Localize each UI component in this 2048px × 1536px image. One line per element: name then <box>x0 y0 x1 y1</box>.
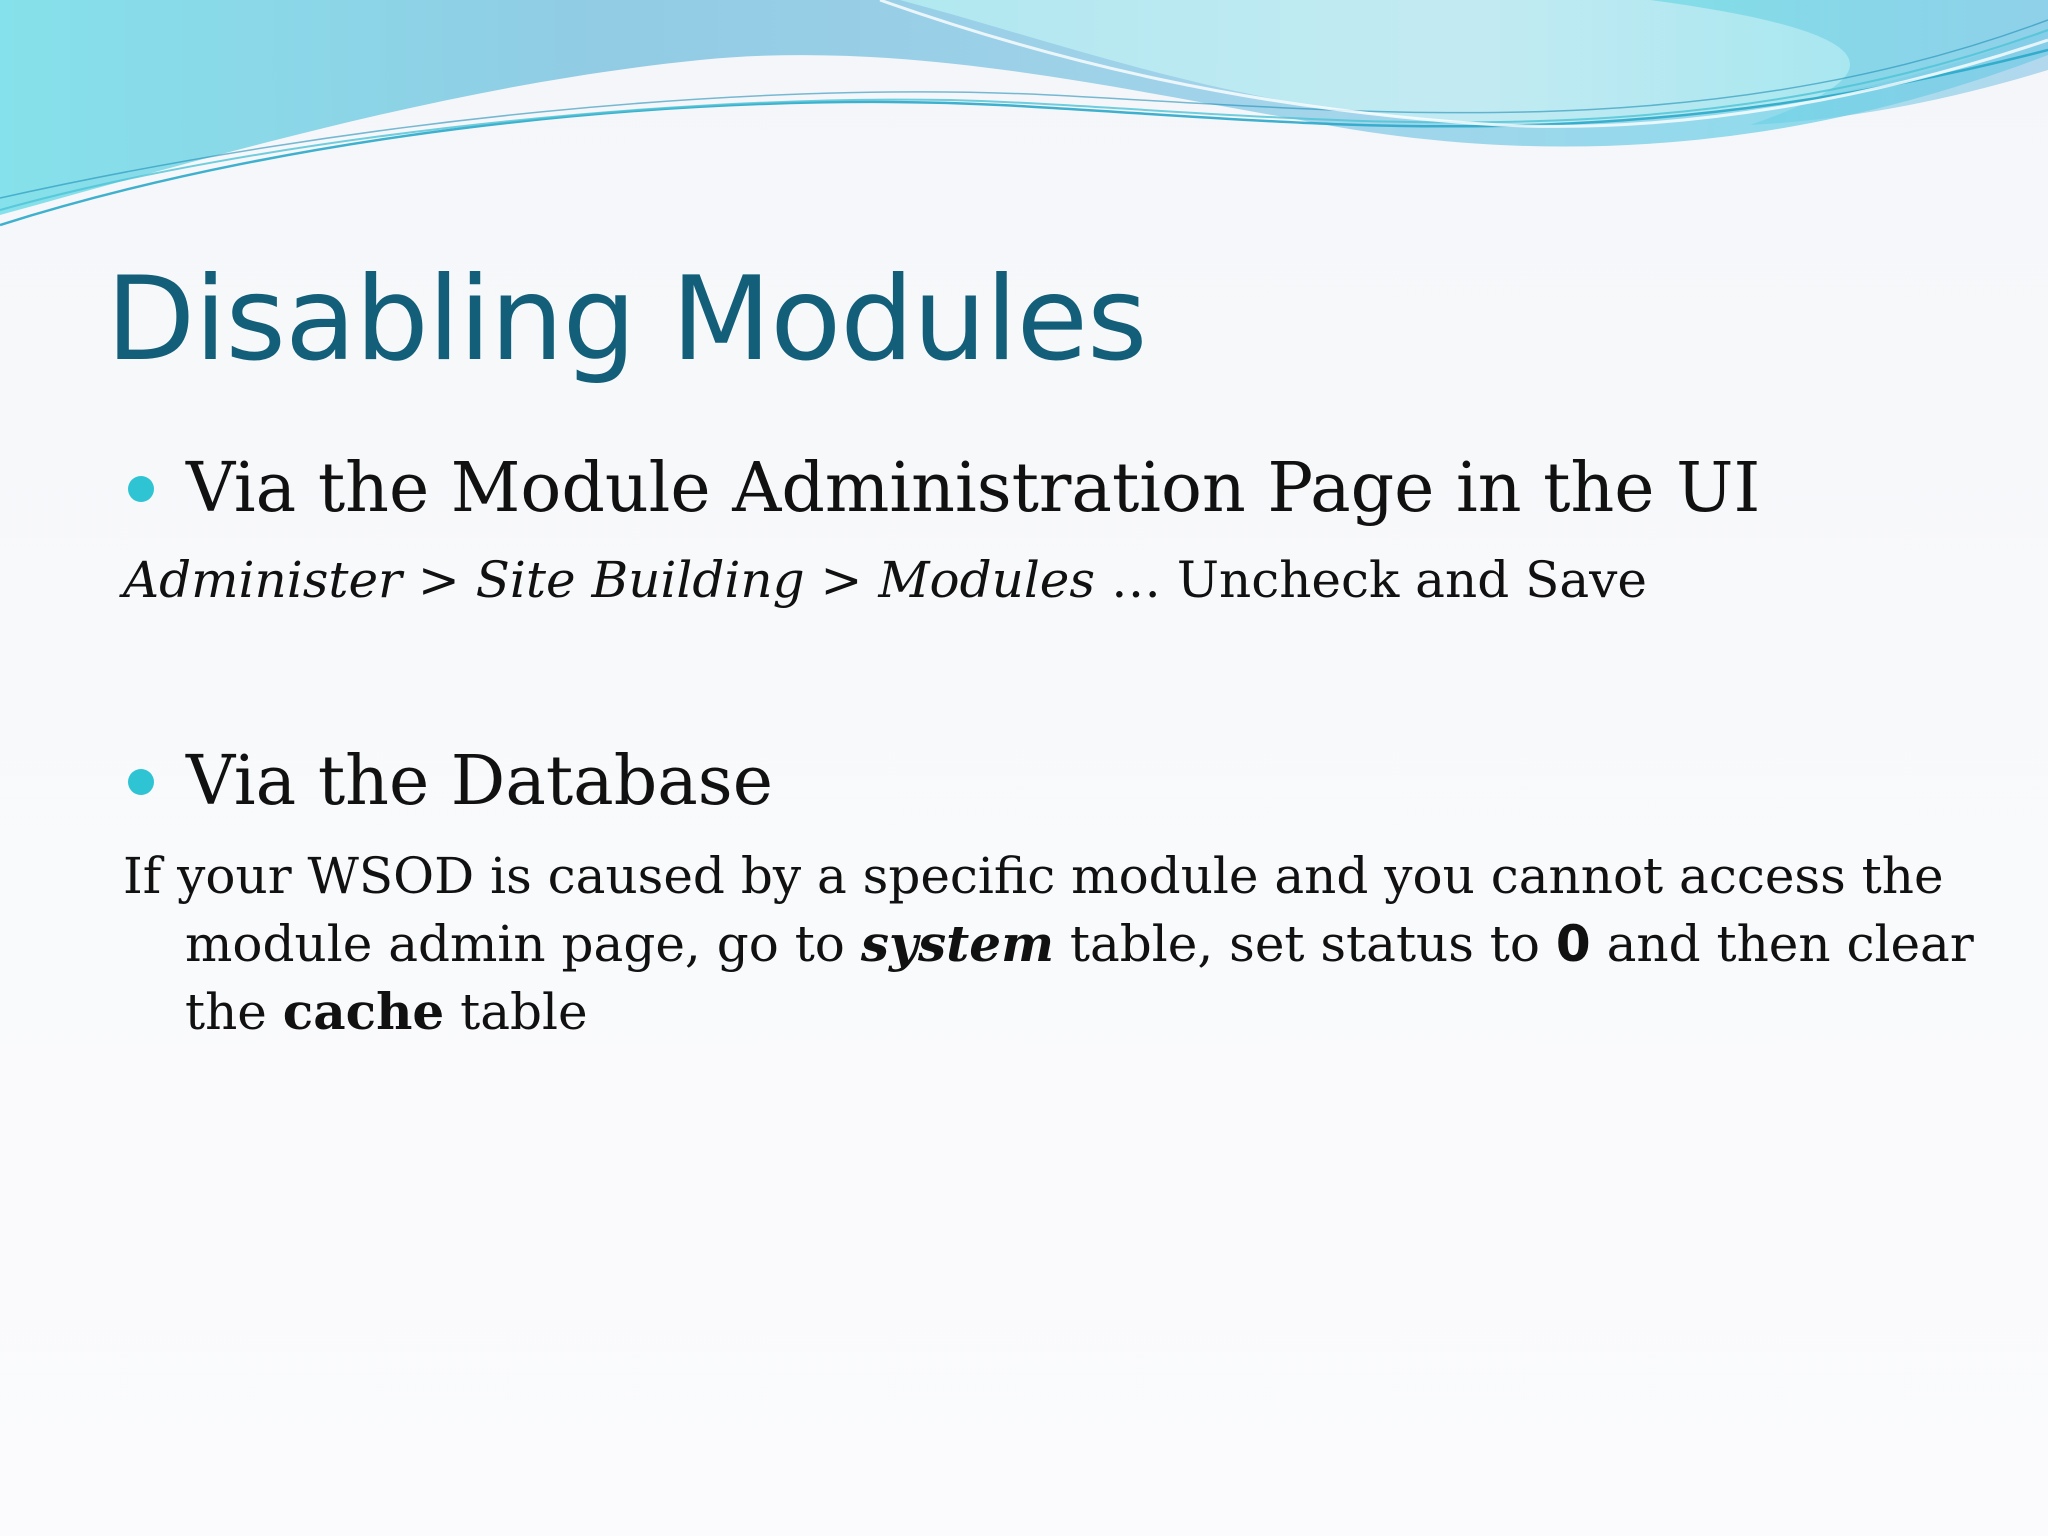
bullet-dot-icon <box>128 769 154 795</box>
system-table-name: system <box>860 914 1054 973</box>
cache-table-name: cache <box>282 982 445 1041</box>
instruction-text: If your WSOD is caused by a specific module and you cannot access the module admin page, go to <box>123 847 1944 973</box>
status-value: 0 <box>1555 915 1591 973</box>
path-administer: Administer <box>123 551 402 609</box>
bullet-dot-icon <box>128 476 154 502</box>
bullet-item-ui <box>128 449 1761 528</box>
path-modules: Modules <box>878 551 1096 609</box>
database-instructions <box>123 842 2015 1046</box>
slide-title: Disabling Modules <box>106 252 1147 387</box>
admin-path-text <box>123 551 1647 609</box>
header-wave-decoration <box>0 0 2048 240</box>
instruction-text: and then clear the <box>185 915 1974 1041</box>
path-separator: > <box>401 551 476 609</box>
bullet-item-database <box>128 742 773 821</box>
path-separator: > <box>804 551 879 609</box>
path-suffix: … Uncheck and Save <box>1095 551 1647 609</box>
bullet-text: Via the Database <box>186 742 773 821</box>
instruction-text: table <box>444 983 588 1041</box>
instruction-text: table, set status to <box>1053 915 1556 973</box>
path-site-building: Site Building <box>475 551 805 609</box>
bullet-text: Via the Module Administration Page in the UI <box>186 449 1761 528</box>
